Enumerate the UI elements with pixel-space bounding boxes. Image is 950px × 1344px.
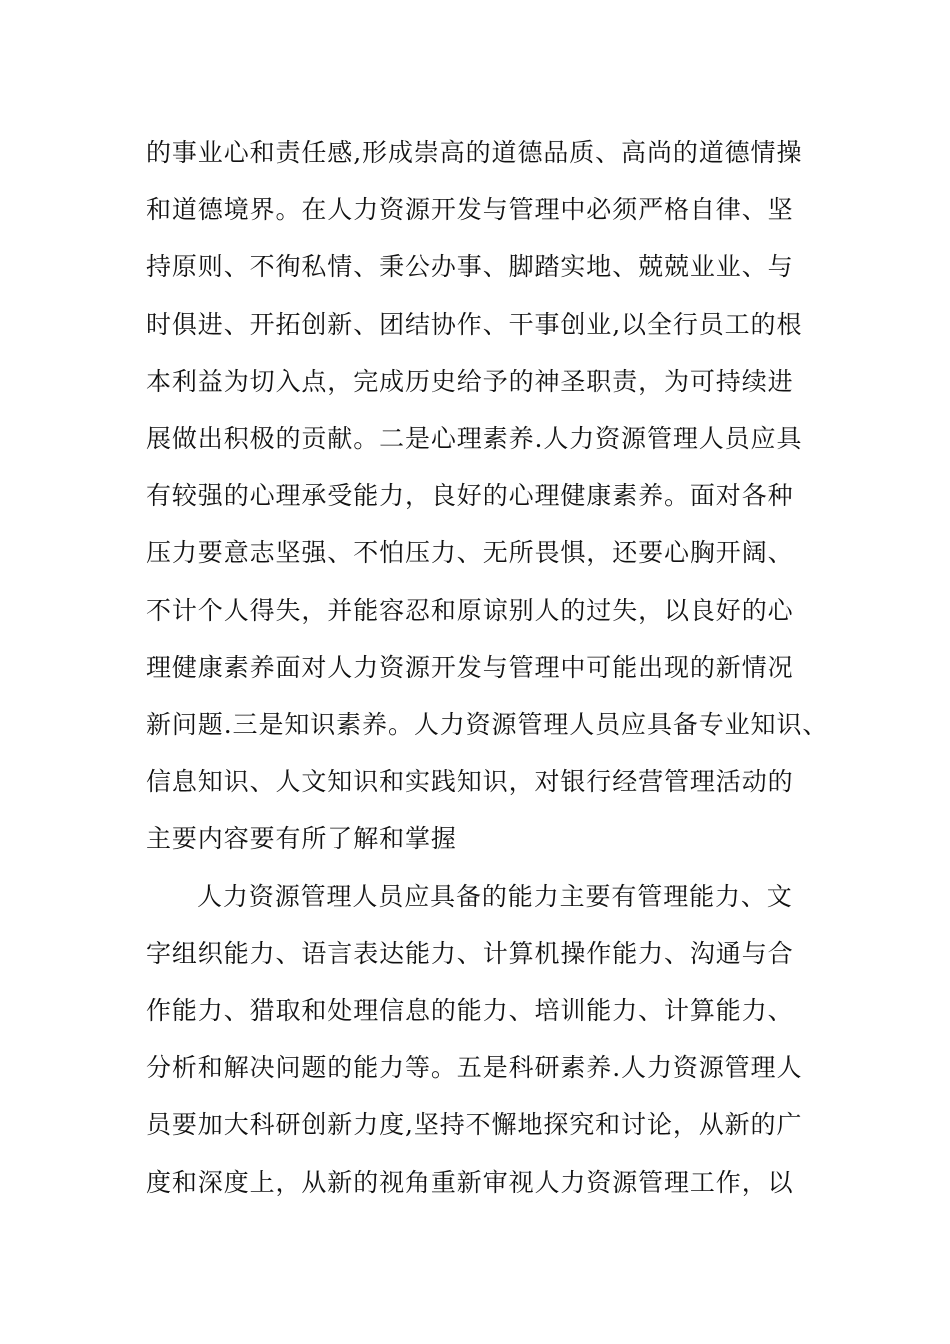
text-line: 分析和解决问题的能力等。五是科研素养.人力资源管理人 xyxy=(146,1053,803,1082)
text-line: 新问题.三是知识素养。人力资源管理人员应具备专业知识、 xyxy=(146,710,829,739)
text-line: 压力要意志坚强、不怕压力、无所畏惧，还要心胸开阔、 xyxy=(146,538,794,567)
text-line: 字组织能力、语言表达能力、计算机操作能力、沟通与合 xyxy=(146,939,794,968)
text-line: 不计个人得失，并能容忍和原谅别人的过失，以良好的心 xyxy=(146,596,794,625)
text-line: 作能力、猎取和处理信息的能力、培训能力、计算能力、 xyxy=(146,996,794,1025)
paragraph-first-line: 人力资源管理人员应具备的能力主要有管理能力、文 xyxy=(197,882,793,911)
text-line: 度和深度上，从新的视角重新审视人力资源管理工作，以 xyxy=(146,1168,794,1197)
text-line: 信息知识、人文知识和实践知识，对银行经营管理活动的 xyxy=(146,767,794,796)
text-line: 员要加大科研创新力度,坚持不懈地探究和讨论，从新的广 xyxy=(146,1110,803,1139)
text-line: 理健康素养面对人力资源开发与管理中可能出现的新情况 xyxy=(146,653,794,682)
text-line: 展做出积极的贡献。二是心理素养.人力资源管理人员应具 xyxy=(146,424,803,453)
text-line: 和道德境界。在人力资源开发与管理中必须严格自律、坚 xyxy=(146,195,794,224)
text-line: 本利益为切入点，完成历史给予的神圣职责，为可持续进 xyxy=(146,367,794,396)
text-line: 有较强的心理承受能力，良好的心理健康素养。面对各种 xyxy=(146,481,794,510)
text-line: 时俱进、开拓创新、团结协作、干事创业,以全行员工的根 xyxy=(146,310,803,339)
text-line: 持原则、不徇私情、秉公办事、脚踏实地、兢兢业业、与 xyxy=(146,252,794,281)
text-line: 主要内容要有所了解和掌握 xyxy=(146,824,457,853)
text-line: 的事业心和责任感,形成崇高的道德品质、高尚的道德情操 xyxy=(146,138,803,167)
